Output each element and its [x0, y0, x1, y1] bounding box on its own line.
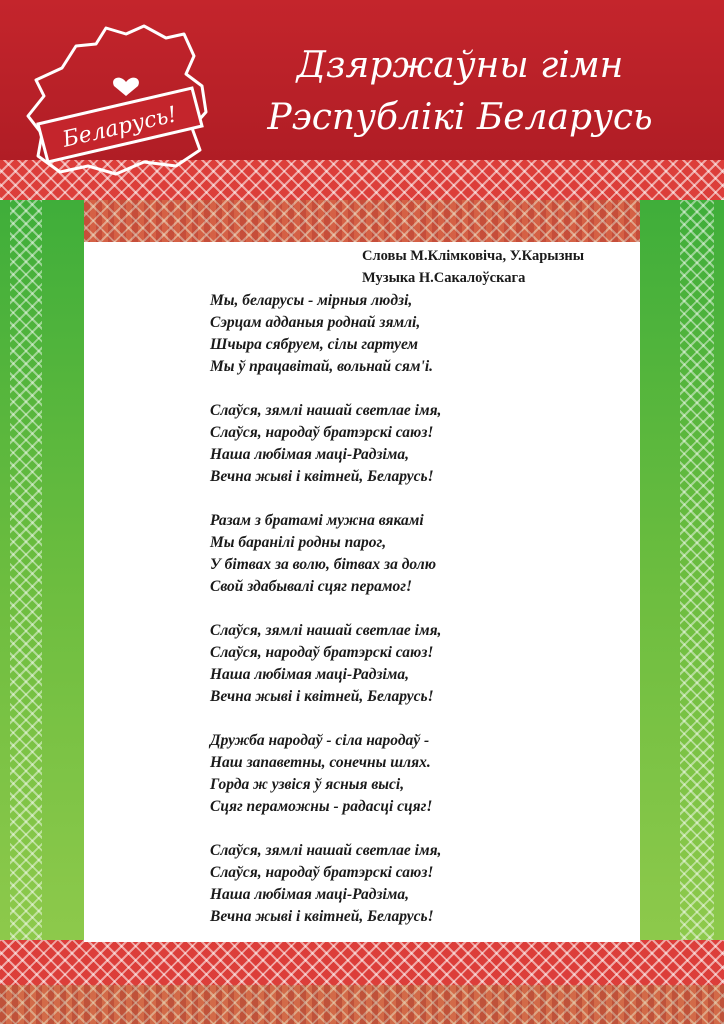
- lyric-line: Наша любімая маці-Радзіма,: [210, 446, 410, 463]
- lyric-line: Мы баранілі родны парог,: [210, 534, 387, 551]
- lyric-line: Вечна жыві і квітней, Беларусь!: [210, 468, 434, 485]
- title-line-2: Рэспублікі Беларусь: [267, 97, 653, 138]
- lyric-line: Сцяг пераможны - радасці сцяг!: [210, 798, 433, 815]
- ornament-band-top-shadow: [0, 200, 724, 242]
- ornament-strip-left: [10, 200, 42, 960]
- verse-stanza: [210, 510, 610, 598]
- lyric-line: Вечна жыві і квітней, Беларусь!: [210, 908, 434, 925]
- lyric-line: Вечна жыві і квітней, Беларусь!: [210, 688, 434, 705]
- logo-text: Беларусь!: [60, 102, 180, 153]
- lyric-line: Слаўся, народаў братэрскі саюз!: [210, 644, 434, 661]
- verse-stanza: [210, 290, 610, 378]
- lyric-line: Наша любімая маці-Радзіма,: [210, 886, 410, 903]
- chorus-stanza: [210, 840, 610, 928]
- title-line-1: Дзяржаўны гімн: [296, 45, 624, 86]
- lyric-line: Слаўся, зямлі нашай светлае імя,: [210, 842, 442, 859]
- lyric-line: Наш запаветны, сонечны шлях.: [210, 754, 431, 771]
- verse-stanza: [210, 730, 610, 818]
- ornament-band-bottom-dark: [0, 985, 724, 1024]
- lyric-line: Свой здабывалі сцяг перамог!: [210, 578, 412, 595]
- lyric-line: Дружба народаў - сіла народаў -: [210, 732, 430, 749]
- lyric-line: Разам з братамі мужна вякамі: [210, 512, 424, 529]
- lyric-line: Шчыра сябруем, сілы гартуем: [210, 336, 419, 353]
- lyric-line: Наша любімая маці-Радзіма,: [210, 666, 410, 683]
- lyric-line: Сэрцам адданыя роднай зямлі,: [210, 314, 421, 331]
- lyric-line: Горда ж узвіся ў ясныя высі,: [210, 776, 405, 793]
- lyric-line: Слаўся, народаў братэрскі саюз!: [210, 864, 434, 881]
- music-credit: Музыка Н.Сакалоўскага: [362, 270, 526, 286]
- chorus-stanza: [210, 400, 610, 488]
- credits: [362, 245, 632, 289]
- lyric-line: Мы ў працавітай, вольнай сям'і.: [210, 358, 434, 375]
- lyric-line: Слаўся, зямлі нашай светлае імя,: [210, 622, 442, 639]
- heart-icon: [113, 78, 139, 96]
- page-title: [230, 40, 690, 144]
- anthem-lyrics: [210, 290, 610, 950]
- lyric-line: У бітвах за волю, бітвах за долю: [210, 556, 437, 573]
- words-credit: Словы М.Клімковіча, У.Карызны: [362, 248, 585, 264]
- lyric-line: Слаўся, зямлі нашай светлае імя,: [210, 402, 442, 419]
- belarus-map-logo: [16, 16, 226, 186]
- lyric-line: Мы, беларусы - мірныя людзі,: [210, 292, 413, 309]
- chorus-stanza: [210, 620, 610, 708]
- lyric-line: Слаўся, народаў братэрскі саюз!: [210, 424, 434, 441]
- ornament-strip-right: [680, 200, 714, 960]
